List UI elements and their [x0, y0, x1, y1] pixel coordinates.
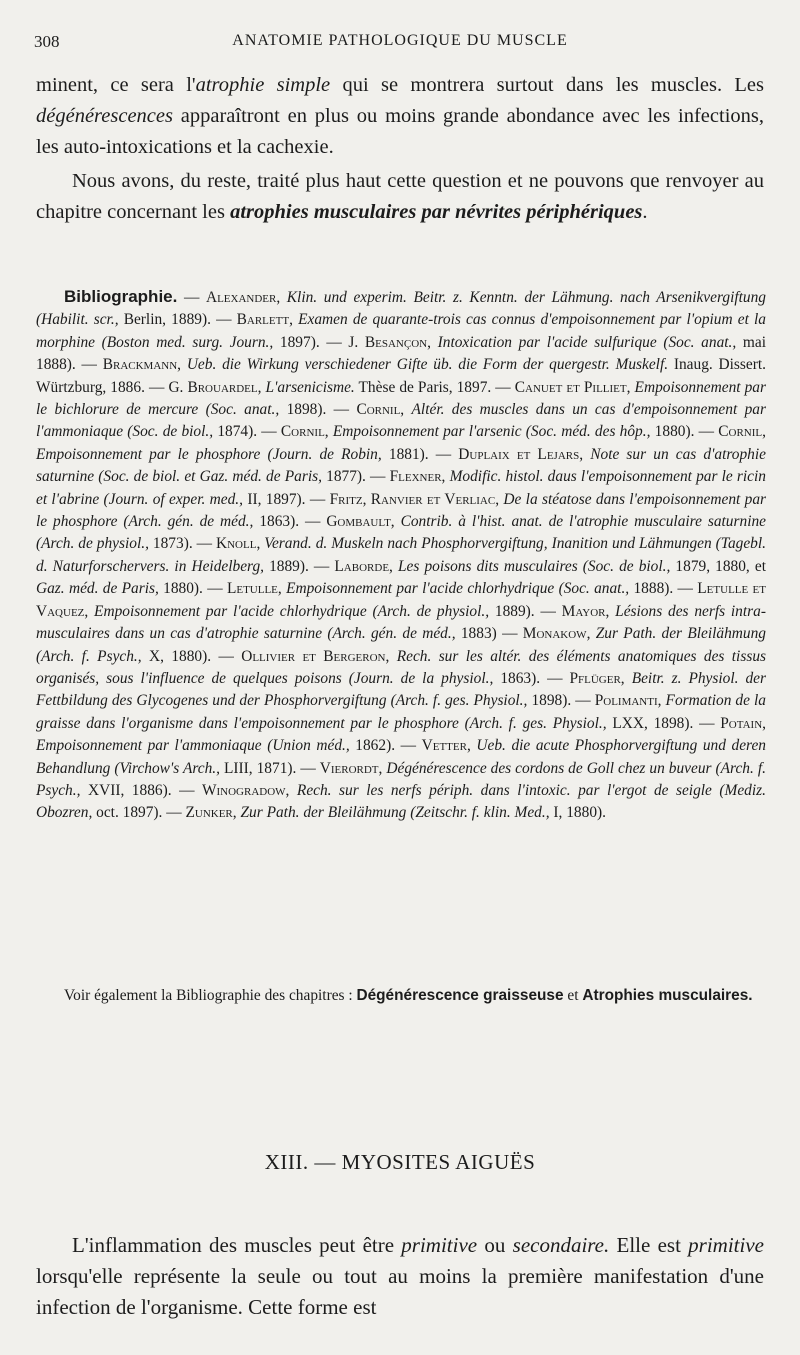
entry-author: Gombault, [326, 513, 395, 531]
entry-title: Empoisonnement par l'acide chlorhydrique (Soc. anat., [286, 580, 630, 598]
entry-author: Cornil, [718, 423, 766, 441]
entry-title: Beitr. z. Physiol. der Fettbildung des Glycogenes und der Phosphorvergiftung (Arch. f. ges. Physiol., [36, 669, 766, 710]
entry-details: 1862). — [349, 737, 422, 755]
bibliography-entry [185, 804, 606, 821]
entry-title: Lésions des nerfs intra-musculaires dans un cas d'atrophie saturnine (Arch. gén. de méd., [36, 602, 766, 643]
entry-details: 1897). — [273, 333, 349, 351]
entry-author: Cornil, [280, 423, 329, 441]
entry-title: Klin. und experim. Beitr. z. Kenntn. der Lähmung. nach Arsenikvergiftung (Habilit. scr., [36, 289, 766, 329]
entry-title: De la stéatose dans l'empoisonnement par le phosphore (Arch. gén. de méd., [36, 490, 767, 531]
entry-author: Brackmann, [102, 356, 182, 374]
entry-author: Letulle et Vaquez, [36, 580, 766, 620]
entry-details: 1863). — [253, 513, 327, 531]
entry-details: 1889). — [489, 602, 562, 620]
paragraph-reference: Nous avons, du reste, traité plus haut cette question et ne pouvons que renvoyer au chapitre concernant les atrophies musculaires par névrites périphériques. [36, 170, 764, 223]
entry-details: 1898). — [527, 692, 595, 710]
entry-title: Rech. sur les altér. des éléments anatomiques des tissus organisés, sous l'influence de quelques poisons (Journ. de la physiol., [36, 647, 766, 687]
entry-details: 1873). — [148, 535, 216, 553]
entry-author: G. Brouardel, [168, 378, 262, 396]
bibliography-entry [227, 580, 697, 597]
emphasis-atrophies-musculaires: atrophies musculaires par névrites périphériques [230, 201, 643, 223]
bibliography-entry [168, 379, 514, 396]
section-title: XIII. — MYOSITES AIGUËS [264, 1150, 536, 1174]
entry-title: Zur Path. der Bleilähmung (Arch. f. Psych., [36, 625, 766, 665]
paragraph-myosites: L'inflammation des muscles peut être primitive ou secondaire. Elle est primitive lorsqu'elle représente la seule ou tout au moins la première manifestation d'une infection de l'organisme. Cette forme est [36, 1233, 764, 1319]
entry-author: Cornil, [356, 401, 405, 419]
entry-author: Ollivier et Bergeron, [241, 647, 390, 665]
entry-title: Ueb. die Wirkung verschiedener Gifte üb. die Form der quergestr. Muskelf. [186, 356, 669, 374]
entry-details: X, 1880). — [141, 647, 242, 665]
entry-title: Empoisonnement par l'ammoniaque (Union méd., [36, 737, 350, 755]
emphasis-primitive-2: primitive [688, 1233, 764, 1257]
entry-details: mai 1888). — [36, 333, 766, 374]
entry-author: Potain, [720, 714, 766, 732]
bibliography-entry [36, 580, 227, 597]
entry-author: Barlett, [236, 311, 293, 329]
entry-author: Winogradow, [201, 781, 290, 799]
entry-title: Les poisons dits musculaires (Soc. de biol., [397, 557, 671, 575]
bibliography-entries [36, 289, 766, 821]
entry-title: Empoisonnement par l'arsenic (Soc. méd. des hôp., [332, 423, 651, 441]
entry-author: Polimanti, [594, 692, 662, 710]
entry-details: Thèse de Paris, 1897. — [354, 378, 515, 396]
entry-title: Formation de la graisse dans l'organisme dans l'empoisonnement par le phosphore (Arch. f. ges. Physiol., [36, 692, 766, 732]
entry-author: Canuet et Pilliet, [514, 378, 631, 396]
entry-author: Vetter, [421, 737, 471, 755]
entry-author: Duplaix et Lejars, [458, 445, 584, 463]
entry-title: Empoisonnement par l'acide chlorhydrique (Arch. de physiol., [94, 602, 490, 620]
entry-title: Rech. sur les nerfs périph. dans l'intoxic. par l'ergot de seigle (Mediz. Obozren, [36, 781, 766, 822]
page-header [30, 32, 770, 58]
bibliography: Bibliographie. — Alexander, Klin. und experim. Beitr. z. Kenntn. der Lähmung. nach Arsenikvergiftung (Habilit. scr., Berlin, 1889). — Barlett, Examen de quarante-trois cas connus d'empoisonnement par l'opium et la morphine (Boston med. surg. Journ., 1897). — J. Besançon, Intoxication par l'acide sulfurique (Soc. anat., mai 1888). — Brackmann, Ueb. die Wirkung verschiedener Gifte üb. die Form der quergestr. Muskelf. Inaug. Dissert. Würtzburg, 1886. — G. Brouardel, L'arsenicisme. Thèse de Paris, 1897. — Canuet et Pilliet, Empoisonnement par le bichlorure de mercure (Soc. anat., 1898). — Cornil, Altér. des muscles dans un cas d'empoisonnement par l'ammoniaque (Soc. de biol., 1874). — Cornil, Empoisonnement par l'arsenic (Soc. méd. des hôp., 1880). — Cornil, Empoisonnement par le phosphore (Journ. de Robin, 1881). — Duplaix et Lejars, Note sur un cas d'atrophie saturnine (Soc. de biol. et Gaz. méd. de Paris, 1877). — Flexner, Modific. histol. daus l'empoisonnement par le ricin et l'abrine (Journ. of exper. med., II, 1897). — Fritz, Ranvier et Verliac, De la stéatose dans l'empoisonnement par le phosphore (Arch. gén. de méd., 1863). — Gombault, Contrib. à l'hist. anat. de l'atrophie musculaire saturnine (Arch. de physiol., 1873). — Knoll, Verand. d. Muskeln nach Phosphorvergiftung, Inanition und Lähmungen (Tagebl. d. Naturforschervers. in Heidelberg, 1889). — Laborde, Les poisons dits musculaires (Soc. de biol., 1879, 1880, et Gaz. méd. de Paris, 1880). — Letulle, Empoisonnement par l'acide chlorhydrique (Soc. anat., 1888). — Letulle et Vaquez, Empoisonnement par l'acide chlorhydrique (Arch. de physiol., 1889). — Mayor, Lésions des nerfs intra-musculaires dans un cas d'atrophie saturnine (Arch. gén. de méd., 1883) — Monakow, Zur Path. der Bleilähmung (Arch. f. Psych., X, 1880). — Ollivier et Bergeron, Rech. sur les altér. des éléments anatomiques des tissus organisés, sous l'influence de quelques poisons (Journ. de la physiol., 1863). — Pflüger, Beitr. z. Physiol. der Fettbildung des Glycogenes und der Phosphorvergiftung (Arch. f. ges. Physiol., 1898). — Polimanti, Formation de la graisse dans l'organisme dans l'empoisonnement par le phosphore (Arch. f. ges. Physiol., LXX, 1898). — Potain, Empoisonnement par l'ammoniaque (Union méd., 1862). — Vetter, Ueb. die acute Phosphorvergiftung und deren Behandlung (Virchow's Arch., LIII, 1871). — Vierordt, Dégénérescence des cordons de Goll chez un buveur (Arch. f. Psych., XVII, 1886). — Winogradow, Rech. sur les nerfs périph. dans l'intoxic. par l'ergot de seigle (Mediz. Obozren, oct. 1897). — Zunker, Zur Path. der Bleilähmung (Zeitschr. f. klin. Med., I, 1880). [36, 287, 767, 822]
note-chapter-degenerescence: Dégénérescence graisseuse [356, 987, 564, 1004]
entry-details: 1879, 1880, et [670, 557, 766, 575]
entry-title: Ueb. die acute Phosphorvergiftung und deren Behandlung (Virchow's Arch., [36, 737, 766, 777]
entry-author: Laborde, [334, 557, 393, 575]
entry-author: Monakow, [522, 625, 591, 643]
running-head: ANATOMIE PATHOLOGIQUE DU MUSCLE [232, 32, 568, 49]
entry-title: Altér. des muscles dans un cas d'empoisonnement par l'ammoniaque (Soc. de biol., [36, 401, 766, 441]
bibliography-note: Voir également la Bibliographie des chapitres : Dégénérescence graisseuse et Atrophies musculaires. [64, 987, 753, 1004]
entry-details: 1863). — [493, 669, 570, 687]
entry-details: LIII, 1871). — [219, 759, 320, 777]
entry-title: Gaz. méd. de Paris, [36, 580, 159, 598]
emphasis-secondaire: secondaire. [512, 1233, 610, 1257]
entry-details: oct. 1897). — [92, 804, 186, 822]
entry-details: I, 1880). [549, 804, 606, 822]
bibliography-entry [334, 558, 766, 575]
emphasis-degenerescences: dégénérescences [36, 105, 173, 127]
entry-details: 1874). — [213, 423, 281, 441]
entry-title: Intoxication par l'acide sulfurique (Soc. anat., [437, 333, 737, 351]
entry-title: Note sur un cas d'atrophie saturnine (Soc. de biol. et Gaz. méd. de Paris, [36, 445, 766, 486]
entry-title: Contrib. à l'hist. anat. de l'atrophie musculaire saturnine (Arch. de physiol., [36, 513, 766, 553]
entry-author: Knoll, [216, 535, 261, 553]
bibliography-heading: Bibliographie. [64, 287, 178, 306]
entry-details: LXX, 1898). — [606, 714, 721, 732]
entry-title: Empoisonnement par le bichlorure de mercure (Soc. anat., [36, 378, 766, 419]
entry-title: Zur Path. der Bleilähmung (Zeitschr. f. klin. Med., [240, 804, 550, 822]
entry-author: Fritz, Ranvier et Verliac, [329, 490, 500, 508]
note-chapter-atrophies: Atrophies musculaires. [582, 987, 753, 1004]
entry-title: Modific. histol. daus l'empoisonnement par le ricin et l'abrine (Journ. of exper. med., [36, 468, 766, 508]
entry-details: 1880). — [158, 580, 227, 598]
entry-title: Dégénérescence des cordons de Goll chez un buveur (Arch. f. Psych., [36, 759, 766, 799]
entry-title: L'arsenicisme. [265, 378, 355, 396]
entry-author: Alexander, [205, 289, 281, 306]
entry-author: Zunker, [185, 804, 237, 822]
bibliography-entry [281, 423, 718, 440]
entry-author: J. Besançon, [348, 333, 431, 351]
entry-author: Vierordt, [319, 759, 383, 777]
entry-author: Flexner, [389, 468, 446, 486]
entry-author: Mayor, [561, 602, 610, 620]
entry-details: XVII, 1886). — [80, 781, 202, 799]
entry-details: 1889). — [264, 557, 335, 575]
entry-details: 1877). — [321, 468, 390, 486]
entry-title: Empoisonnement par le phosphore (Journ. de Robin, [36, 445, 382, 463]
page-number: 308 [34, 32, 60, 51]
entry-details: 1898). — [279, 401, 357, 419]
entry-author: Letulle, [226, 580, 282, 598]
entry-details: Berlin, 1889). — [118, 311, 237, 329]
entry-author: Pflüger, [569, 669, 625, 687]
emphasis-primitive: primitive [401, 1233, 478, 1257]
entry-details: 1881). — [381, 445, 459, 463]
entry-details: II, 1897). — [243, 490, 330, 508]
entry-title: Examen de quarante-trois cas connus d'empoisonnement par l'opium et la morphine (Boston med. surg. Journ., [36, 311, 766, 351]
entry-details: 1883) — [455, 625, 523, 643]
paragraph-intro: minent, ce sera l'atrophie simple qui se montrera surtout dans les muscles. Les dégénérescences apparaîtront en plus ou moins grande abondance avec les infections, les auto-intoxications et la cachexie. [36, 74, 765, 158]
emphasis-atrophie-simple: atrophie simple [195, 74, 331, 96]
entry-details: 1880). — [650, 423, 719, 441]
entry-details: Inaug. Dissert. Würtzburg, 1886. — [36, 356, 766, 396]
entry-details: 1888). — [629, 580, 698, 598]
entry-title: Verand. d. Muskeln nach Phosphorvergiftung, Inanition und Lähmungen (Tagebl. d. Naturforschervers. in Heidelberg, [36, 535, 766, 575]
